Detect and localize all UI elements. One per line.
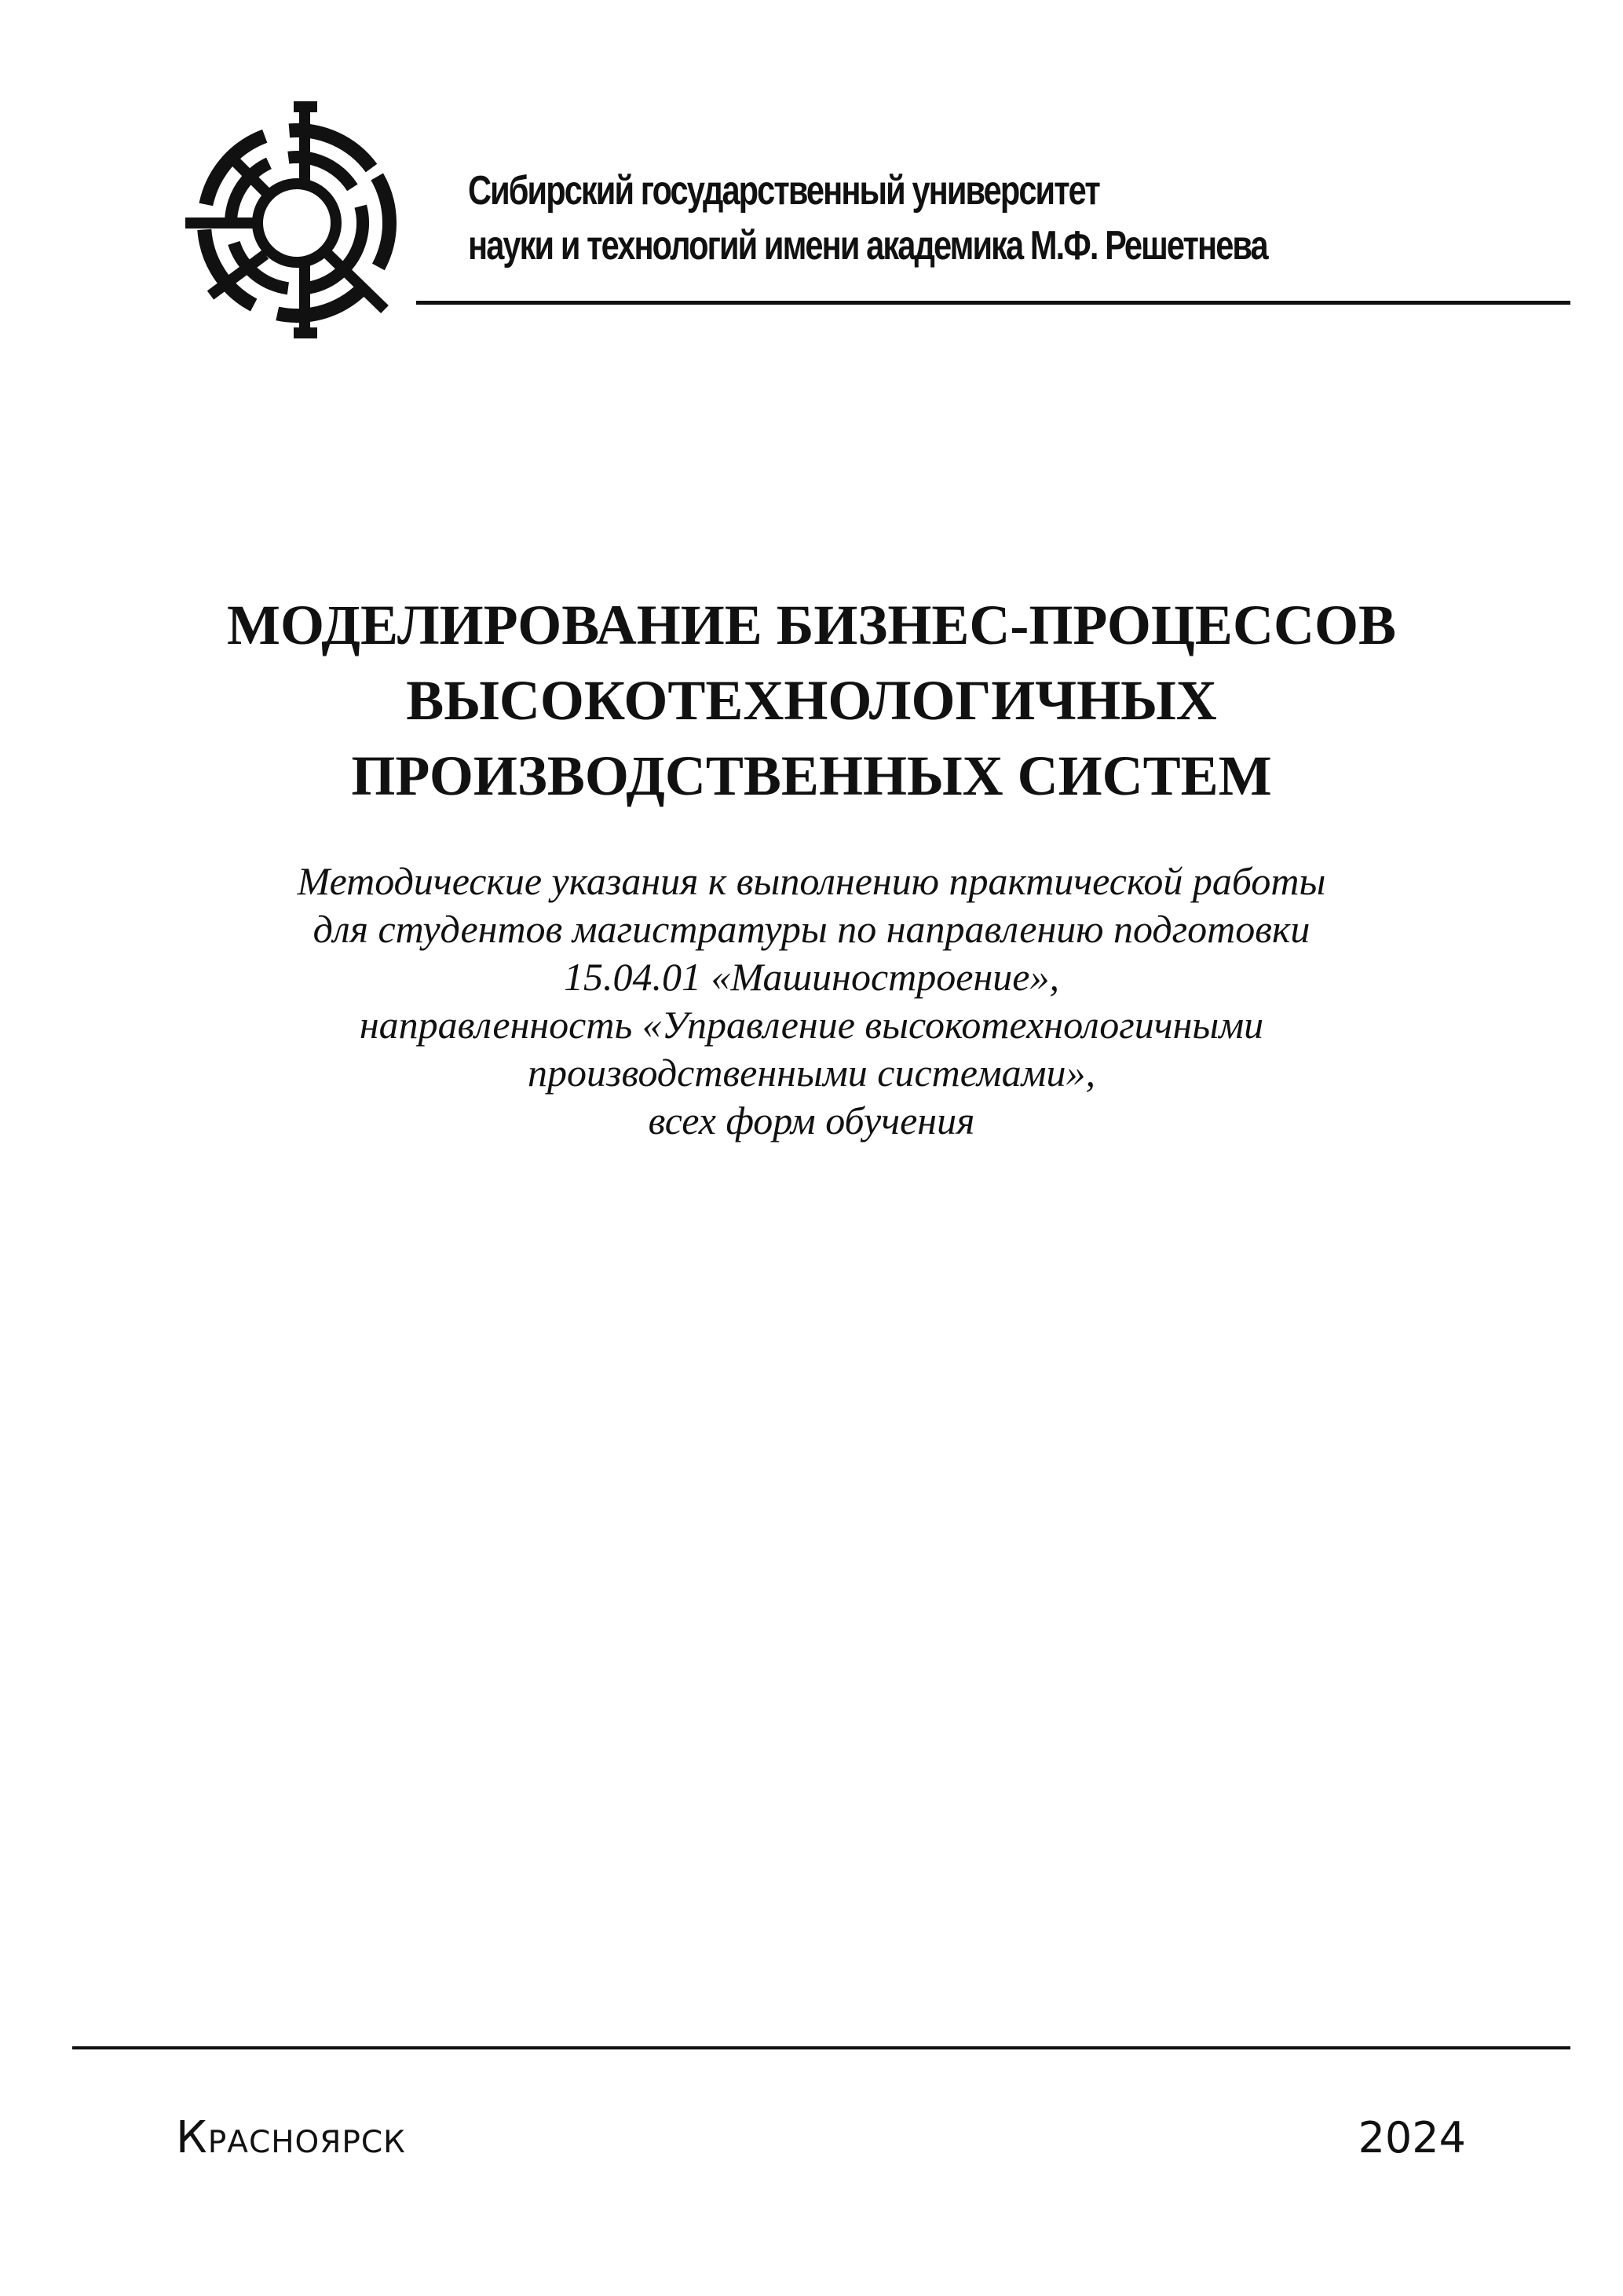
title-line-3: ПРОИЗВОДСТВЕННЫХ СИСТЕМ — [351, 744, 1272, 807]
footer-divider — [72, 2046, 1570, 2049]
subtitle-line-5: производственными системами», — [527, 1051, 1096, 1095]
university-name-line-2: науки и технологий имени академика М.Ф. Решетнева — [468, 223, 1267, 269]
university-name-line-1: Сибирский государственный университет — [468, 168, 1099, 214]
header-divider — [416, 301, 1570, 305]
publication-year: 2024 — [1358, 2113, 1466, 2163]
subtitle-line-2: для студентов магистратуры по направлению подготовки — [313, 907, 1310, 951]
university-emblem-icon — [179, 97, 415, 349]
subtitle-line-4: направленность «Управление высокотехнологичными — [359, 1003, 1264, 1047]
publication-city: Красноярск — [176, 2112, 406, 2163]
subtitle-line-1: Методические указания к выполнению практической работы — [297, 859, 1326, 903]
document-title — [0, 587, 1623, 813]
subtitle-line-3: 15.04.01 «Машиностроение», — [564, 955, 1059, 999]
document-subtitle — [0, 857, 1623, 1145]
subtitle-line-6: всех форм обучения — [648, 1099, 975, 1143]
title-line-2: ВЫСОКОТЕХНОЛОГИЧНЫХ — [406, 669, 1217, 732]
university-name — [468, 163, 1267, 273]
title-line-1: МОДЕЛИРОВАНИЕ БИЗНЕС-ПРОЦЕССОВ — [227, 594, 1396, 656]
